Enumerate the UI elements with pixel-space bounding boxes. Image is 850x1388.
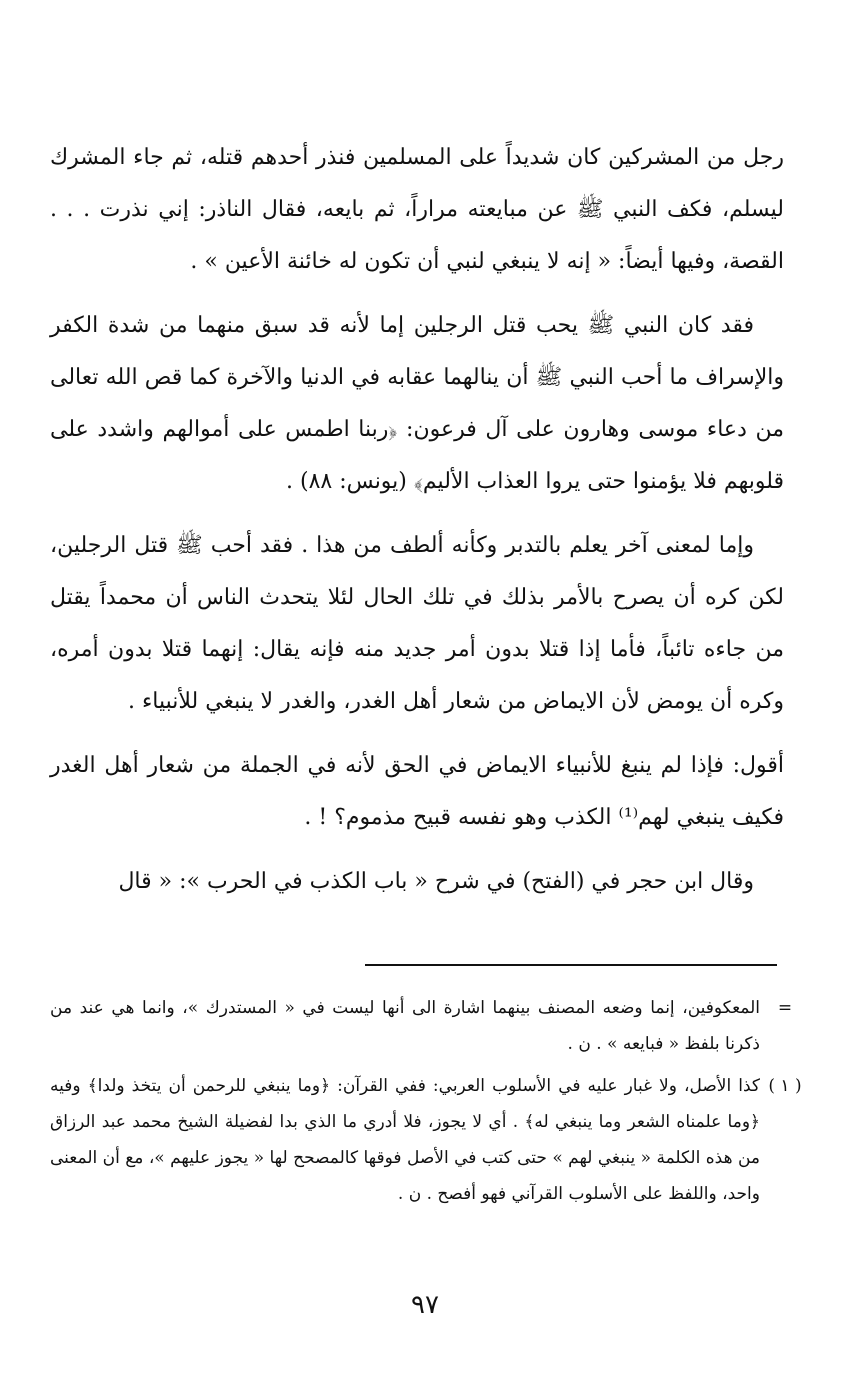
footnote-1 (50, 1068, 810, 1212)
page-number: ٩٧ (411, 1290, 439, 1320)
paragraph-1: رجل من المشركين كان شديداً على المسلمين فنذر أحدهم قتله، ثم جاء المشرك ليسلم، فكف النبي ﷺ عن مبايعته مراراً، ثم بايعه، فقال الناذر: إني نذرت . . . القصة، وفيها أيضاً: « إنه لا ينبغي لنبي أن تكون له خائنة الأعين » . (50, 145, 784, 274)
paragraph-5: وقال ابن حجر في (الفتح) في شرح « باب الكذب في الحرب »: « قال (118, 869, 754, 894)
paragraph-2: فقد كان النبي ﷺ يحب قتل الرجلين إما لأنه قد سبق منهما من شدة الكفر والإسراف ما أحب النبي ﷺ أن ينالهما عقابه في الدنيا والآخرة كما قص الله تعالى من دعاء موسى وهارون على آل فرعون: ﴿ربنا اطمس على أموالهم واشدد على قلوبهم فلا يؤمنوا حتى يروا العذاب الأليم﴾ (يونس: ٨٨) . (50, 313, 785, 494)
paragraph-4: أقول: فإذا لم ينبغ للأنبياء الايماض في الحق لأنه في الجملة من شعار أهل الغدر فكيف ينبغي لهم⁽¹⁾ الكذب وهو نفسه قبيح مذموم؟ ! . (50, 753, 784, 830)
footnotes (50, 990, 810, 1218)
footnote-mark: = (777, 998, 793, 1018)
main-text (50, 132, 784, 920)
footnote-separator (365, 964, 777, 966)
footnote-text: كذا الأصل، ولا غبار عليه في الأسلوب العربي: ففي القرآن: ﴿وما ينبغي للرحمن أن يتخذ ولدا﴾ وفيه ﴿وما علمناه الشعر وما ينبغي له﴾ . أي لا يجوز، فلا أدري ما الذي بدا لفضيلة الشيخ محمد عبد الرزاق من هذه الكلمة « ينبغي لهم » حتى كتب في الأصل فوقها كالمصحح لها « يجوز عليهم »، مع أن المعنى واحد، واللفظ على الأسلوب القرآني فهو أفصح . ن . (50, 1076, 760, 1204)
footnote-continued (50, 990, 810, 1062)
paragraph-3: وإما لمعنى آخر يعلم بالتدبر وكأنه ألطف من هذا . فقد أحب ﷺ قتل الرجلين، لكن كره أن يصرح بالأمر بذلك في تلك الحال لئلا يتحدث الناس أن محمداً يقتل من جاءه تائباً، فأما إذا قتلا بدون أمر جديد منه فإنه يقال: إنهما قتلا بدون أمره، وكره أن يومض لأن الايماض من شعار أهل الغدر، والغدر لا ينبغي للأنبياء . (50, 533, 784, 714)
footnote-text: المعكوفين، إنما وضعه المصنف بينهما اشارة الى أنها ليست في « المستدرك »، وانما هي عند من ذكرنا بلفظ « فبايعه » . ن . (50, 998, 760, 1054)
footnote-mark: ( ١ ) (768, 1076, 802, 1096)
